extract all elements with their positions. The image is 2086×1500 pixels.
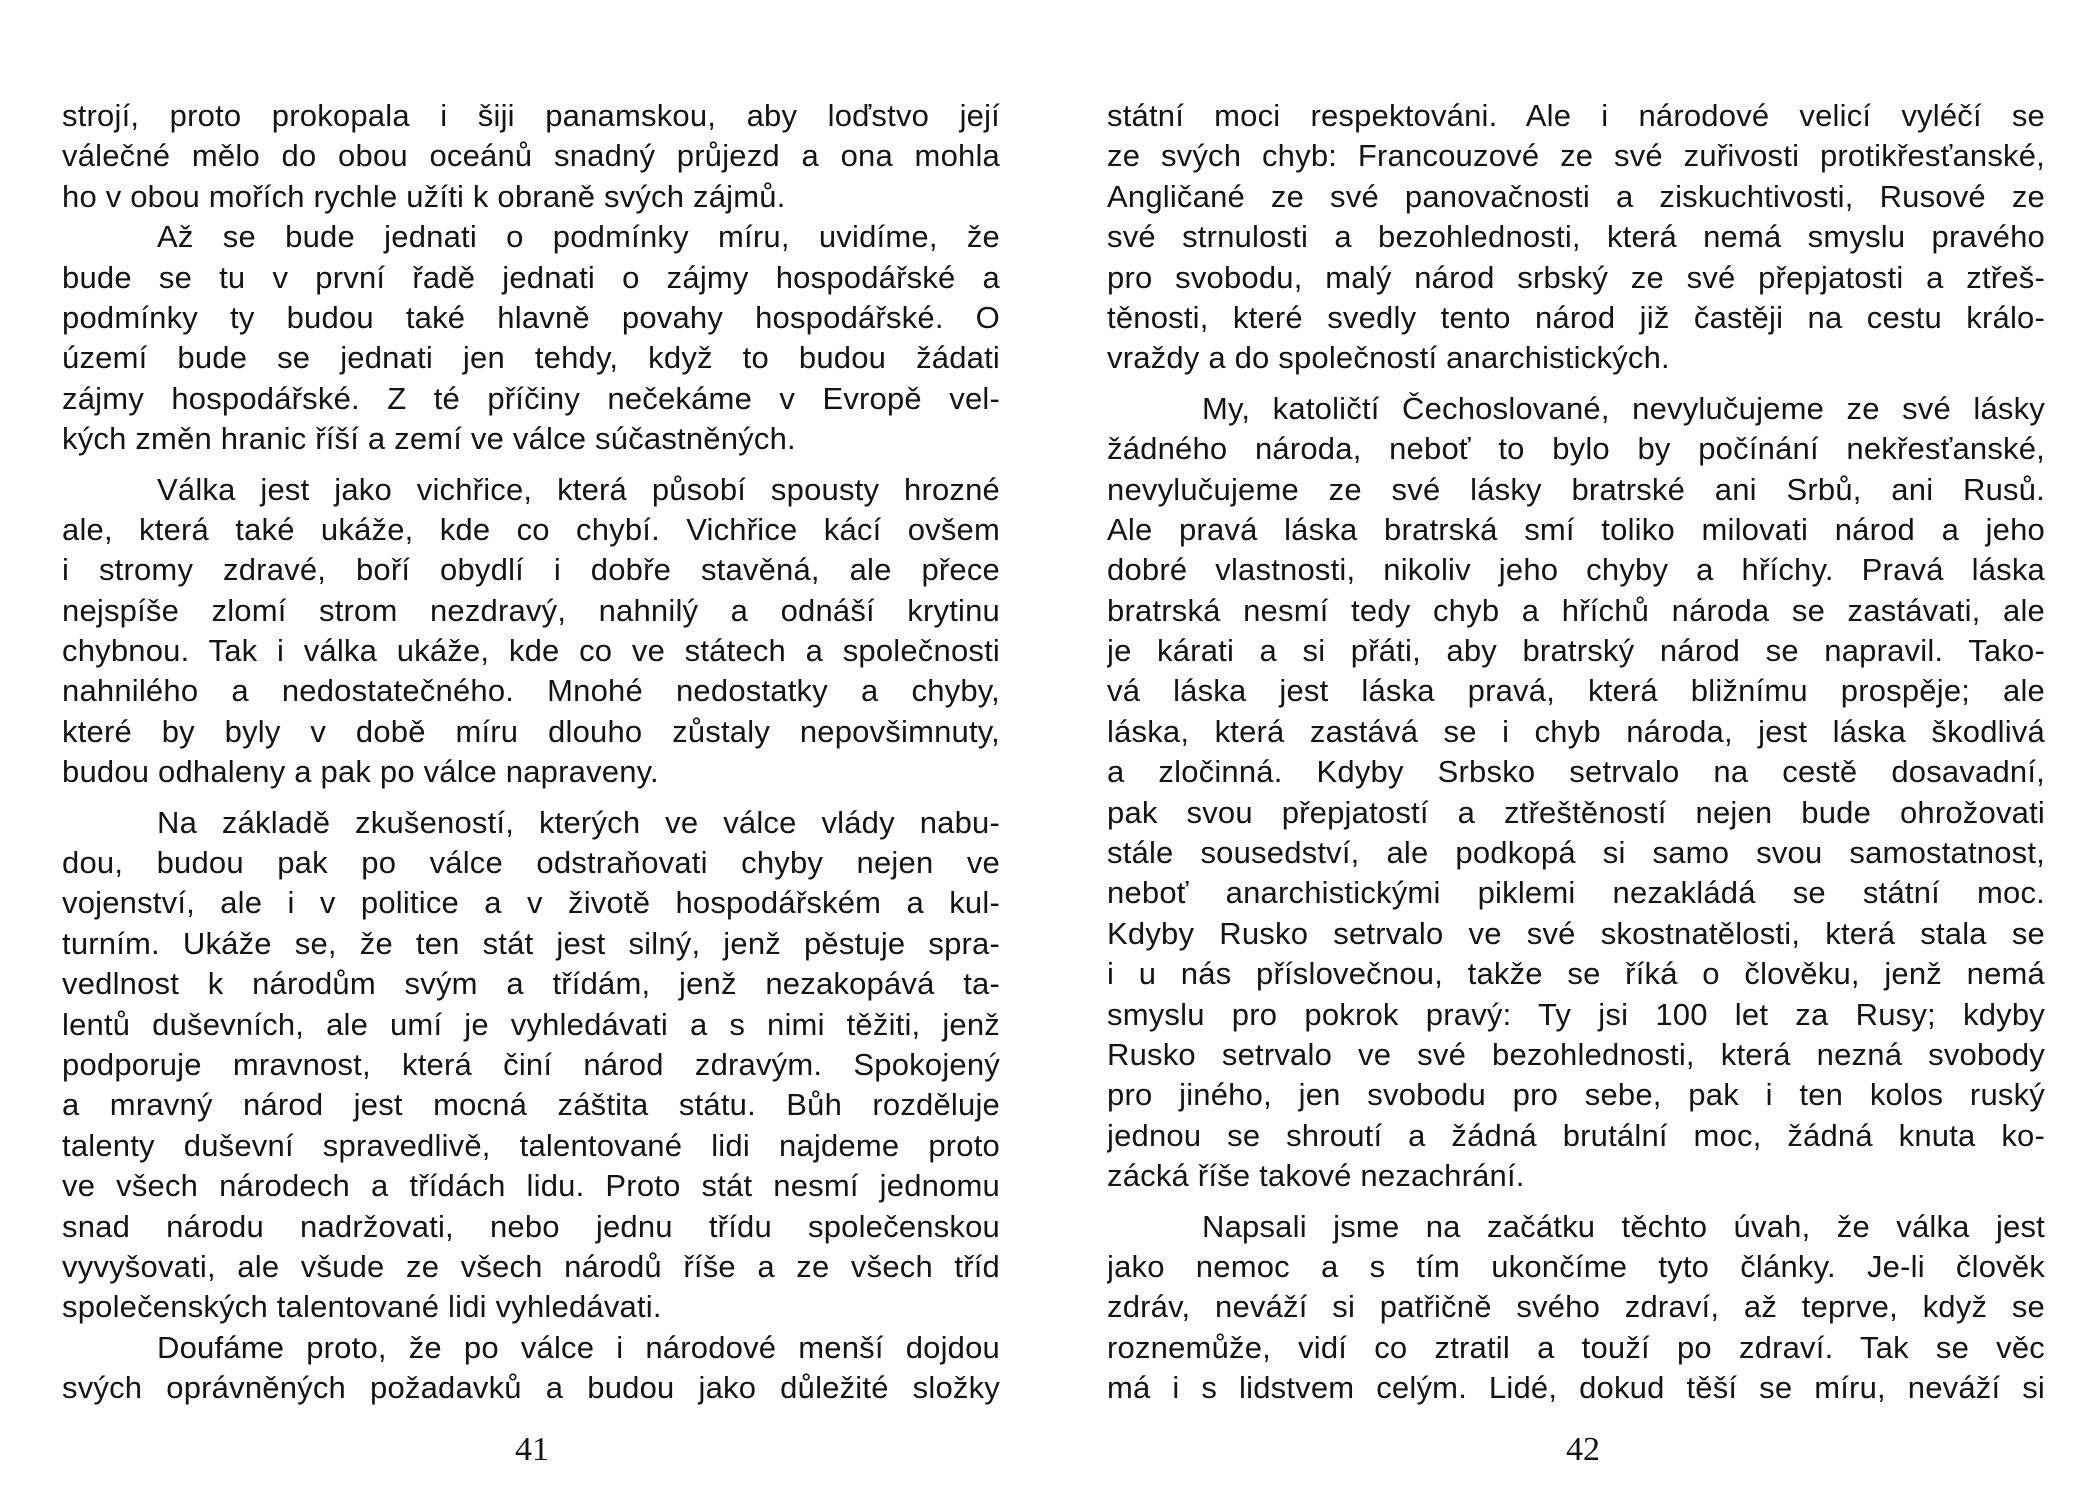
text-line: láska, která zastává se i chyb národa, jest láska škodlivá [1107, 713, 2045, 749]
text-line: pro svobodu, malý národ srbský ze své přepjatosti a ztřeš- [1107, 259, 2045, 295]
text-line: lentů duševních, ale umí je vyhledávati a s nimi těžiti, jenž [62, 1006, 1000, 1042]
text-line: Doufáme proto, že po válce i národové menší dojdou [157, 1329, 1000, 1365]
text-line: vraždy a do společností anarchistických. [1107, 340, 1670, 376]
text-line: a mravný národ jest mocná záštita státu. Bůh rozděluje [62, 1087, 1000, 1123]
text-line: talenty duševní spravedlivě, talentované lidi najdeme proto [62, 1127, 1000, 1163]
text-line: Až se bude jednati o podmínky míru, uvidíme, že [157, 219, 1000, 255]
text-line: zdráv, neváží si patřičně svého zdraví, až teprve, když se [1107, 1289, 2045, 1325]
text-line: nejspíše zlomí strom nezdravý, nahnilý a odnáší krytinu [62, 592, 1000, 628]
text-line: svých oprávněných požadavků a budou jako důležité složky [62, 1370, 1000, 1406]
text-line: Ale pravá láska bratrská smí toliko milovati národ a jeho [1107, 511, 2045, 547]
text-line: zájmy hospodářské. Z té příčiny nečekáme v Evropě vel- [62, 380, 1000, 416]
text-line: strojí, proto prokopala i šiji panamskou, aby loďstvo její [62, 98, 1000, 133]
text-line: Angličané ze své panovačnosti a ziskuchtivosti, Rusové ze [1107, 178, 2045, 214]
text-line: jednou se shroutí a žádná brutální moc, žádná knuta ko- [1107, 1117, 2045, 1153]
text-line: pak svou přepjatostí a ztřeštěností nejen bude ohrožovati [1107, 794, 2045, 830]
text-line: ze svých chyb: Francouzové ze své zuřivosti protikřesťanské, [1107, 138, 2045, 174]
text-line: snad národu nadržovati, nebo jednu třídu společenskou [62, 1208, 1000, 1244]
text-line: podmínky ty budou také hlavně povahy hospodářské. O [62, 299, 1000, 335]
text-line: vá láska jest láska pravá, která bližnímu prospěje; ale [1107, 673, 2045, 709]
text-line: chybnou. Tak i válka ukáže, kde co ve státech a společnosti [62, 633, 1000, 669]
text-line: podporuje mravnost, která činí národ zdravým. Spokojený [62, 1046, 1000, 1082]
text-line: vedlnost k národům svým a třídám, jenž nezakopává ta- [62, 966, 1000, 1002]
text-line: i stromy zdravé, boří obydlí i dobře stavěná, ale přece [62, 552, 1000, 588]
text-line: své strnulosti a bezohlednosti, která nemá smyslu pravého [1107, 219, 2045, 255]
text-line: turním. Ukáže se, že ten stát jest silný, jenž pěstuje spra- [62, 925, 1000, 961]
text-line: Kdyby Rusko setrvalo ve své skostnatělosti, která stala se [1107, 915, 2045, 951]
text-line: nahnilého a nedostatečného. Mnohé nedostatky a chyby, [62, 673, 1000, 709]
right-page-text [1107, 96, 2045, 1409]
text-line: My, katoličtí Čechoslované, nevylučujeme ze své lásky [1202, 390, 2045, 426]
text-line: ve všech národech a třídách lidu. Proto stát nesmí jednomu [62, 1168, 1000, 1204]
right-page-number: 42 [1566, 1431, 1600, 1468]
text-line: budou odhaleny a pak po válce napraveny. [62, 754, 659, 790]
text-line: jako nemoc a s tím ukončíme tyto články. Je-li člověk [1107, 1248, 2045, 1284]
text-line: kých změn hranic říší a zemí ve válce súčastněných. [62, 421, 796, 457]
text-line: zácká říše takové nezachrání. [1107, 1158, 1525, 1194]
text-line: neboť anarchistickými piklemi nezakládá se státní moc. [1107, 875, 2045, 911]
text-line: vojenství, ale i v politice a v životě hospodářském a kul- [62, 885, 1000, 921]
text-line: stále sousedství, ale podkopá si samo svou samostatnost, [1107, 835, 2045, 871]
text-line: Na základě zkušeností, kterých ve válce vlády nabu- [157, 804, 1000, 840]
text-line: smyslu pro pokrok pravý: Ty jsi 100 let za Rusy; kdyby [1107, 996, 2045, 1032]
text-line: těnosti, které svedly tento národ již častěji na cestu králo- [1107, 299, 2045, 335]
text-line: bude se tu v první řadě jednati o zájmy hospodářské a [62, 259, 1000, 295]
text-line: ho v obou mořích rychle užíti k obraně svých zájmů. [62, 178, 786, 214]
text-line: společenských talentované lidi vyhledávati. [62, 1289, 662, 1325]
text-line: území bude se jednati jen tehdy, když to budou žádati [62, 340, 1000, 376]
text-line: Válka jest jako vichřice, která působí spousty hrozné [157, 471, 1000, 507]
text-line: žádného národa, neboť to bylo by počínání nekřesťanské, [1107, 431, 2045, 467]
text-line: bratrská nesmí tedy chyb a hříchů národa se zastávati, ale [1107, 592, 2045, 628]
text-line: dobré vlastnosti, nikoliv jeho chyby a hříchy. Pravá láska [1107, 552, 2045, 588]
text-line: Napsali jsme na začátku těchto úvah, že válka jest [1202, 1208, 2045, 1244]
text-line: vyvyšovati, ale všude ze všech národů říše a ze všech tříd [62, 1248, 1000, 1284]
text-line: i u nás příslovečnou, takže se říká o člověku, jenž nemá [1107, 956, 2045, 992]
text-line: válečné mělo do obou oceánů snadný průjezd a ona mohla [62, 138, 1000, 174]
text-line: státní moci respektováni. Ale i národové velicí vyléčí se [1107, 98, 2045, 133]
text-line: je kárati a si přáti, aby bratrský národ se napravil. Tako- [1107, 633, 2045, 669]
left-page-number: 41 [515, 1431, 549, 1468]
text-line: Rusko setrvalo ve své bezohlednosti, která nezná svobody [1107, 1036, 2045, 1072]
text-line: roznemůže, vidí co ztratil a touží po zdraví. Tak se věc [1107, 1329, 2045, 1365]
text-line: a zločinná. Kdyby Srbsko setrvalo na cestě dosavadní, [1107, 754, 2045, 790]
text-line: pro jiného, jen svobodu pro sebe, pak i ten kolos ruský [1107, 1077, 2045, 1113]
text-line: ale, která také ukáže, kde co chybí. Vichřice kácí ovšem [62, 511, 1000, 547]
text-line: které by byly v době míru dlouho zůstaly nepovšimnuty, [62, 713, 1000, 749]
text-line: dou, budou pak po válce odstraňovati chyby nejen ve [62, 845, 1000, 881]
left-page-text [62, 96, 1000, 1409]
text-line: nevylučujeme ze své lásky bratrské ani Srbů, ani Rusů. [1107, 471, 2045, 507]
text-line: má i s lidstvem celým. Lidé, dokud těší se míru, neváží si [1107, 1370, 2045, 1406]
